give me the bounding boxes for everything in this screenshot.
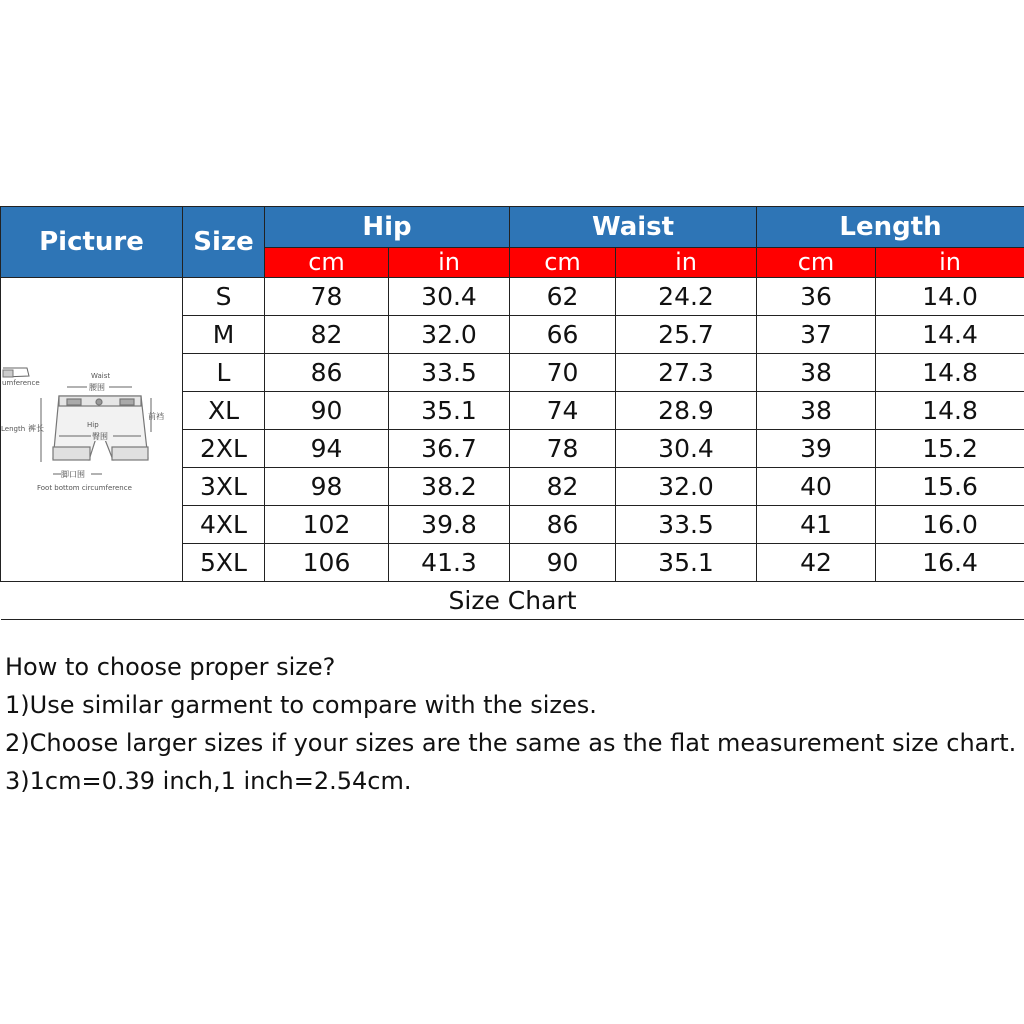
measurement-cell: 35.1 <box>616 544 757 582</box>
unit-header: in <box>616 248 757 278</box>
measurement-cell: 16.4 <box>876 544 1024 582</box>
measurement-cell: 33.5 <box>389 354 510 392</box>
measurement-cell: 102 <box>265 506 389 544</box>
size-chart-table <box>0 206 1024 620</box>
table-row <box>1 278 1024 316</box>
measurement-cell: 40 <box>757 468 876 506</box>
header-picture: Picture <box>1 207 183 278</box>
measurement-cell: 86 <box>265 354 389 392</box>
measurement-cell: 70 <box>510 354 616 392</box>
size-cell: M <box>183 316 265 354</box>
measurement-cell: 36.7 <box>389 430 510 468</box>
hip-label: Hip <box>87 420 99 429</box>
waist-cn-label: 腰围 <box>89 382 105 392</box>
unit-header: cm <box>510 248 616 278</box>
measurement-cell: 32.0 <box>389 316 510 354</box>
measurement-cell: 90 <box>265 392 389 430</box>
measurement-cell: 62 <box>510 278 616 316</box>
circumference-label: umference <box>2 378 40 387</box>
table-body <box>1 278 1024 582</box>
measurement-cell: 39.8 <box>389 506 510 544</box>
measurement-cell: 38 <box>757 392 876 430</box>
size-cell: 2XL <box>183 430 265 468</box>
table-caption: Size Chart <box>1 582 1024 620</box>
size-cell: 3XL <box>183 468 265 506</box>
measurement-cell: 35.1 <box>389 392 510 430</box>
measurement-cell: 42 <box>757 544 876 582</box>
unit-header: cm <box>757 248 876 278</box>
header-hip: Hip <box>265 207 510 248</box>
measurement-cell: 41.3 <box>389 544 510 582</box>
hip-cn-label: 臀围 <box>92 431 108 441</box>
instructions-title: How to choose proper size? <box>5 653 336 681</box>
shorts-outline <box>53 396 148 460</box>
measurement-cell: 14.4 <box>876 316 1024 354</box>
measurement-cell: 30.4 <box>616 430 757 468</box>
measurement-cell: 37 <box>757 316 876 354</box>
partial-garment-sketch <box>3 368 29 377</box>
size-cell: 4XL <box>183 506 265 544</box>
measurement-cell: 78 <box>510 430 616 468</box>
measurement-cell: 86 <box>510 506 616 544</box>
size-cell: S <box>183 278 265 316</box>
measurement-cell: 30.4 <box>389 278 510 316</box>
measurement-cell: 82 <box>510 468 616 506</box>
size-cell: 5XL <box>183 544 265 582</box>
picture-cell <box>1 278 183 582</box>
header-length: Length <box>757 207 1024 248</box>
front-rise-label: 前裆 <box>148 411 164 421</box>
measurement-cell: 25.7 <box>616 316 757 354</box>
measurement-cell: 78 <box>265 278 389 316</box>
measurement-cell: 28.9 <box>616 392 757 430</box>
measurement-cell: 15.2 <box>876 430 1024 468</box>
instruction-line: 1)Use similar garment to compare with the sizes. <box>5 691 597 719</box>
measurement-cell: 14.8 <box>876 392 1024 430</box>
measurement-cell: 41 <box>757 506 876 544</box>
measurement-cell: 82 <box>265 316 389 354</box>
measurement-cell: 106 <box>265 544 389 582</box>
measurement-cell: 74 <box>510 392 616 430</box>
instruction-line: 2)Choose larger sizes if your sizes are the same as the flat measurement size chart. <box>5 729 1017 757</box>
measurement-cell: 15.6 <box>876 468 1024 506</box>
measurement-cell: 90 <box>510 544 616 582</box>
measurement-cell: 24.2 <box>616 278 757 316</box>
unit-header: cm <box>265 248 389 278</box>
size-cell: L <box>183 354 265 392</box>
measurement-cell: 66 <box>510 316 616 354</box>
measurement-cell: 36 <box>757 278 876 316</box>
measurement-cell: 98 <box>265 468 389 506</box>
measurement-cell: 16.0 <box>876 506 1024 544</box>
unit-header: in <box>876 248 1024 278</box>
instruction-line: 3)1cm=0.39 inch,1 inch=2.54cm. <box>5 767 412 795</box>
unit-header: in <box>389 248 510 278</box>
shorts-measurement-diagram <box>1 280 181 580</box>
size-cell: XL <box>183 392 265 430</box>
length-cn-label: 裤长 <box>28 423 44 433</box>
measurement-cell: 27.3 <box>616 354 757 392</box>
foot-cn-label: 脚口围 <box>61 469 85 479</box>
header-size: Size <box>183 207 265 278</box>
measurement-cell: 38.2 <box>389 468 510 506</box>
measurement-cell: 14.0 <box>876 278 1024 316</box>
size-instructions <box>5 648 1016 800</box>
measurement-cell: 94 <box>265 430 389 468</box>
measurement-cell: 14.8 <box>876 354 1024 392</box>
header-waist: Waist <box>510 207 757 248</box>
measurement-cell: 38 <box>757 354 876 392</box>
foot-label: Foot bottom circumference <box>37 483 132 492</box>
measurement-cell: 32.0 <box>616 468 757 506</box>
waist-label: Waist <box>91 371 111 380</box>
measurement-cell: 33.5 <box>616 506 757 544</box>
length-label: Length <box>1 424 26 433</box>
measurement-cell: 39 <box>757 430 876 468</box>
